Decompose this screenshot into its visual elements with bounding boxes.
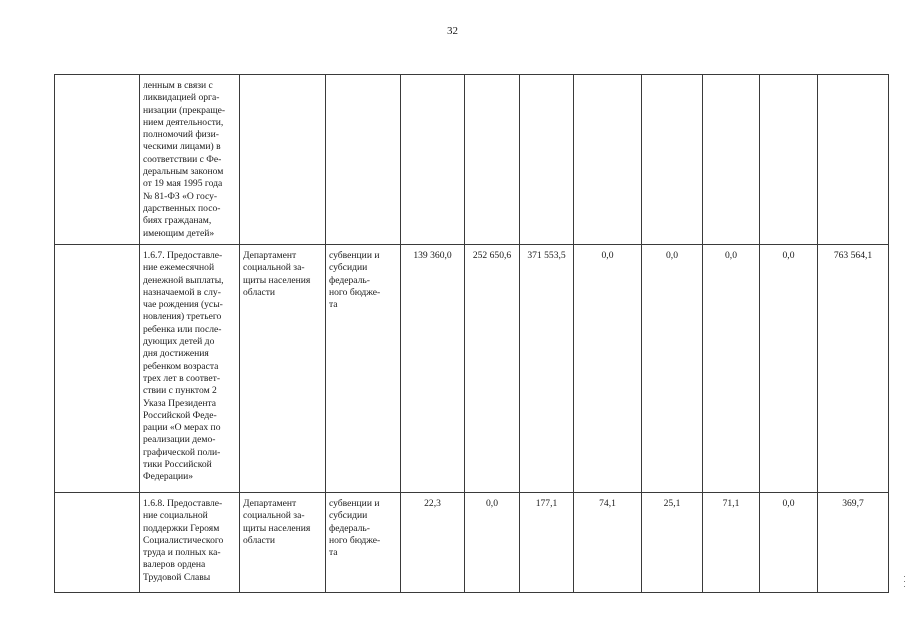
- table-row: [55, 245, 889, 493]
- empty-cell: [55, 245, 140, 493]
- value-cell-2020: 0,0: [760, 245, 818, 493]
- value-cell-2015: 252 650,6: [465, 245, 520, 493]
- budget-table: [54, 74, 889, 593]
- source-cell: субвенции и субсидии федераль- ного бюдже- та: [326, 493, 401, 593]
- table-row: [55, 493, 889, 593]
- table-row: [55, 75, 889, 245]
- source-cell: субвенции и субсидии федераль- ного бюдже- та: [326, 245, 401, 493]
- source-cell: [326, 75, 401, 245]
- value-cell-2016: 177,1: [520, 493, 574, 593]
- value-cell-2017: [574, 75, 642, 245]
- executor-cell: Департамент социальной за- щиты населения области: [240, 245, 326, 493]
- empty-cell: [55, 493, 140, 593]
- event-cell: ленным в связи с ликвидацией орга- низации (прекраще- нием деятельности, полномочий физи- ческими лицами) в соответствии с Фе- деральным законом от 19 мая 1995 года № 81-ФЗ «О госу- дарственных посо- биях гражданам, имеющим детей»: [140, 75, 240, 245]
- value-cell-2020: 0,0: [760, 493, 818, 593]
- value-cell-2015: 0,0: [465, 493, 520, 593]
- value-cell-total: 369,7: [818, 493, 889, 593]
- empty-cell: [55, 75, 140, 245]
- value-cell-2018: 25,1: [642, 493, 703, 593]
- value-cell-2018: [642, 75, 703, 245]
- value-cell-2019: 71,1: [703, 493, 760, 593]
- executor-cell: [240, 75, 326, 245]
- value-cell-2019: [703, 75, 760, 245]
- value-cell-2015: [465, 75, 520, 245]
- value-cell-2014: [401, 75, 465, 245]
- value-cell-2016: 371 553,5: [520, 245, 574, 493]
- value-cell-2017: 74,1: [574, 493, 642, 593]
- value-cell-2018: 0,0: [642, 245, 703, 493]
- event-cell: 1.6.7. Предоставле- ние ежемесячной денежной выплаты, назначаемой в слу- чае рождения (усы- новления) третьего ребенка или после- дующих детей до дня достижения ребенком возраста трех лет в соответ- ствии с пунктом 2 Указа Президента Российской Феде- рации «О мерах по реализации демо- графической поли- тики Российской Федерации»: [140, 245, 240, 493]
- value-cell-2019: 0,0: [703, 245, 760, 493]
- value-cell-total: 763 564,1: [818, 245, 889, 493]
- value-cell-2014: 22,3: [401, 493, 465, 593]
- value-cell-2016: [520, 75, 574, 245]
- value-cell-2020: [760, 75, 818, 245]
- executor-cell: Департамент социальной за- щиты населения области: [240, 493, 326, 593]
- event-cell: 1.6.8. Предоставле- ние социальной поддержки Героям Социалистического труда и полных ка- валеров ордена Трудовой Славы: [140, 493, 240, 593]
- value-cell-total: [818, 75, 889, 245]
- value-cell-2014: 139 360,0: [401, 245, 465, 493]
- value-cell-2017: 0,0: [574, 245, 642, 493]
- page-number: 32: [447, 25, 458, 37]
